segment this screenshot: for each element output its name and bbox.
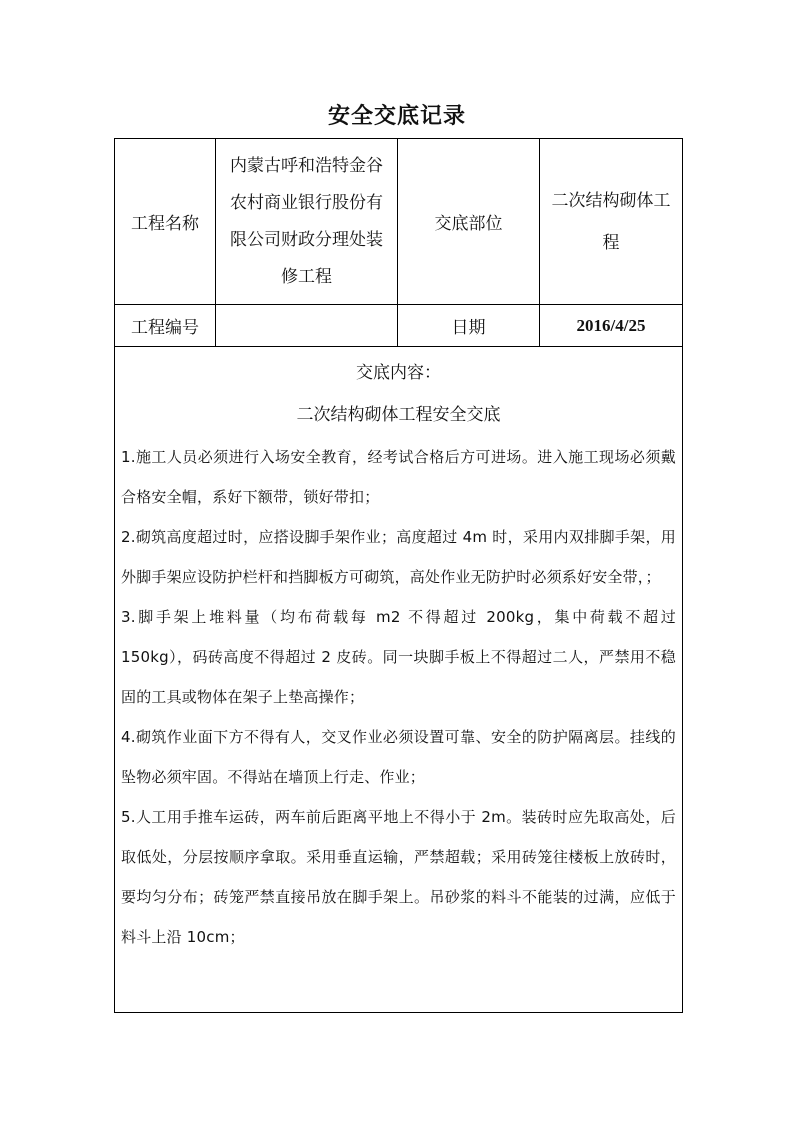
content-row [115, 347, 683, 1013]
document-title: 安全交底记录 [327, 103, 466, 129]
project-number-row [115, 305, 683, 347]
clause-item: 4.砌筑作业面下方不得有人，交叉作业必须设置可靠、安全的防护隔离层。挂线的坠物必须牢固。不得站在墙顶上行走、作业； [121, 728, 676, 786]
project-name-label: 工程名称 [115, 139, 216, 305]
project-number-label: 工程编号 [115, 305, 216, 347]
content-cell [115, 347, 683, 1013]
date-label: 日期 [398, 305, 540, 347]
date-value: 2016/4/25 [540, 305, 683, 347]
clause-item: 1.施工人员必须进行入场安全教育，经考试合格后方可进场。进入施工现场必须戴合格安全帽，系好下额带，锁好带扣； [121, 448, 676, 506]
clause-item: 2.砌筑高度超过时，应搭设脚手架作业；高度超过 4m 时，采用内双排脚手架，用外脚手架应设防护栏杆和挡脚板方可砌筑，高处作业无防护时必须系好安全带，； [121, 528, 676, 586]
clause-list [121, 437, 676, 957]
clause-item: 5.人工用手推车运砖，两车前后距离平地上不得小于 2m。装砖时应先取高处，后取低处，分层按顺序拿取。采用垂直运输，严禁超载；采用砖笼往楼板上放砖时，要均匀分布；砖笼严禁直接吊放在脚手架上。吊砂浆的料斗不能装的过满，应低于料斗上沿 10cm； [121, 808, 676, 946]
clause-item: 3.脚手架上堆料量（均布荷载每 m2 不得超过 200kg，集中荷载不超过 150kg），码砖高度不得超过 2 皮砖。同一块脚手板上不得超过二人，严禁用不稳固的工具或物体在架子上垫高操作； [121, 608, 676, 706]
area-label: 交底部位 [398, 139, 540, 305]
project-info-row [115, 139, 683, 305]
project-number-value [216, 305, 398, 347]
area-value: 二次结构砌体工程 [540, 139, 683, 305]
project-name-value: 内蒙古呼和浩特金谷农村商业银行股份有限公司财政分理处装修工程 [216, 139, 398, 305]
content-heading: 交底内容： [356, 363, 441, 383]
safety-briefing-table [114, 138, 683, 1013]
content-subheading: 二次结构砌体工程安全交底 [296, 405, 501, 425]
